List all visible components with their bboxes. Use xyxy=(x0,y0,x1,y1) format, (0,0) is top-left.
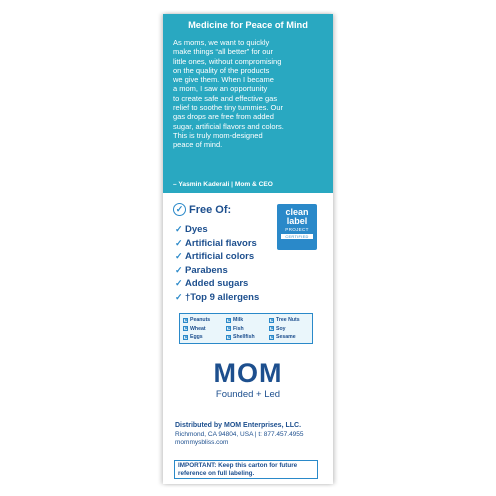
panel-title: Medicine for Peace of Mind xyxy=(188,20,308,30)
allergen-item: ✕ Fish xyxy=(227,325,244,333)
x-box-icon: ✕ xyxy=(227,317,232,324)
allergen-box xyxy=(179,313,313,344)
founder-signature: – Yasmin Kaderali | Mom & CEO xyxy=(173,181,273,188)
x-box-icon: ✕ xyxy=(270,334,275,341)
x-box-icon: ✕ xyxy=(184,334,189,341)
allergen-item: ✕ Peanuts xyxy=(184,317,211,324)
check-icon: ✓ xyxy=(175,251,183,262)
free-of-item: ✓ †Top 9 allergens xyxy=(175,291,260,303)
distributor-info xyxy=(175,422,304,446)
free-of-item: ✓ Artificial colors xyxy=(175,251,255,263)
allergen-item: ✕ Tree Nuts xyxy=(270,317,300,324)
check-icon: ✓ xyxy=(175,224,183,235)
founder-quote: As moms, we want to quickly make things “all better” for our little ones, without compromising on the quality of the products we give them. When I became a mom, I saw an opportunity to create safe and effective gas relief to soothe tiny tummies. Our gas drops are free from added sugar, artificial flavors and colors. This is truly mom-designed peace of mind. xyxy=(173,38,284,150)
mom-logo: MOM xyxy=(213,358,283,388)
allergen-item: ✕ Milk xyxy=(227,317,244,324)
important-notice: IMPORTANT: Keep this carton for future reference on full labeling. xyxy=(174,460,318,479)
x-box-icon: ✕ xyxy=(270,317,275,324)
check-icon: ✓ xyxy=(175,237,183,248)
free-of-item: ✓ Dyes xyxy=(175,224,208,236)
product-carton-side xyxy=(163,14,333,484)
allergen-item: ✕ Soy xyxy=(270,325,286,333)
distributor-website: mommysbliss.com xyxy=(175,439,229,446)
founder-message-panel xyxy=(163,14,333,193)
distributor-address: Richmond, CA 94804, USA | t: 877.457.4955 xyxy=(175,431,304,438)
free-of-item: ✓ Artificial flavors xyxy=(175,237,257,249)
allergen-item: ✕ Shellfish xyxy=(227,334,255,341)
free-of-item: ✓ Added sugars xyxy=(175,278,249,290)
free-of-title: Free Of: xyxy=(189,203,232,216)
check-icon: ✓ xyxy=(175,278,183,289)
check-icon: ✓ xyxy=(175,291,183,302)
check-icon: ✓ xyxy=(175,264,183,275)
free-of-header xyxy=(173,203,231,216)
free-of-list xyxy=(175,223,259,304)
allergen-item: ✕ Sesame xyxy=(270,334,296,341)
allergen-item: ✕ Eggs xyxy=(184,334,203,341)
allergen-item: ✕ Wheat xyxy=(184,325,206,333)
x-box-icon: ✕ xyxy=(270,326,275,333)
founded-led-text: Founded + Led xyxy=(215,389,281,400)
clean-label-badge: clean label PROJECT CERTIFIED xyxy=(277,204,317,250)
x-box-icon: ✕ xyxy=(227,334,232,341)
x-box-icon: ✕ xyxy=(184,317,189,324)
x-box-icon: ✕ xyxy=(227,326,232,333)
free-of-item: ✓ Parabens xyxy=(175,264,228,276)
x-box-icon: ✕ xyxy=(184,326,189,333)
check-circle-icon: ✓ xyxy=(173,203,186,216)
distributor-name: Distributed by MOM Enterprises, LLC. xyxy=(175,422,302,429)
